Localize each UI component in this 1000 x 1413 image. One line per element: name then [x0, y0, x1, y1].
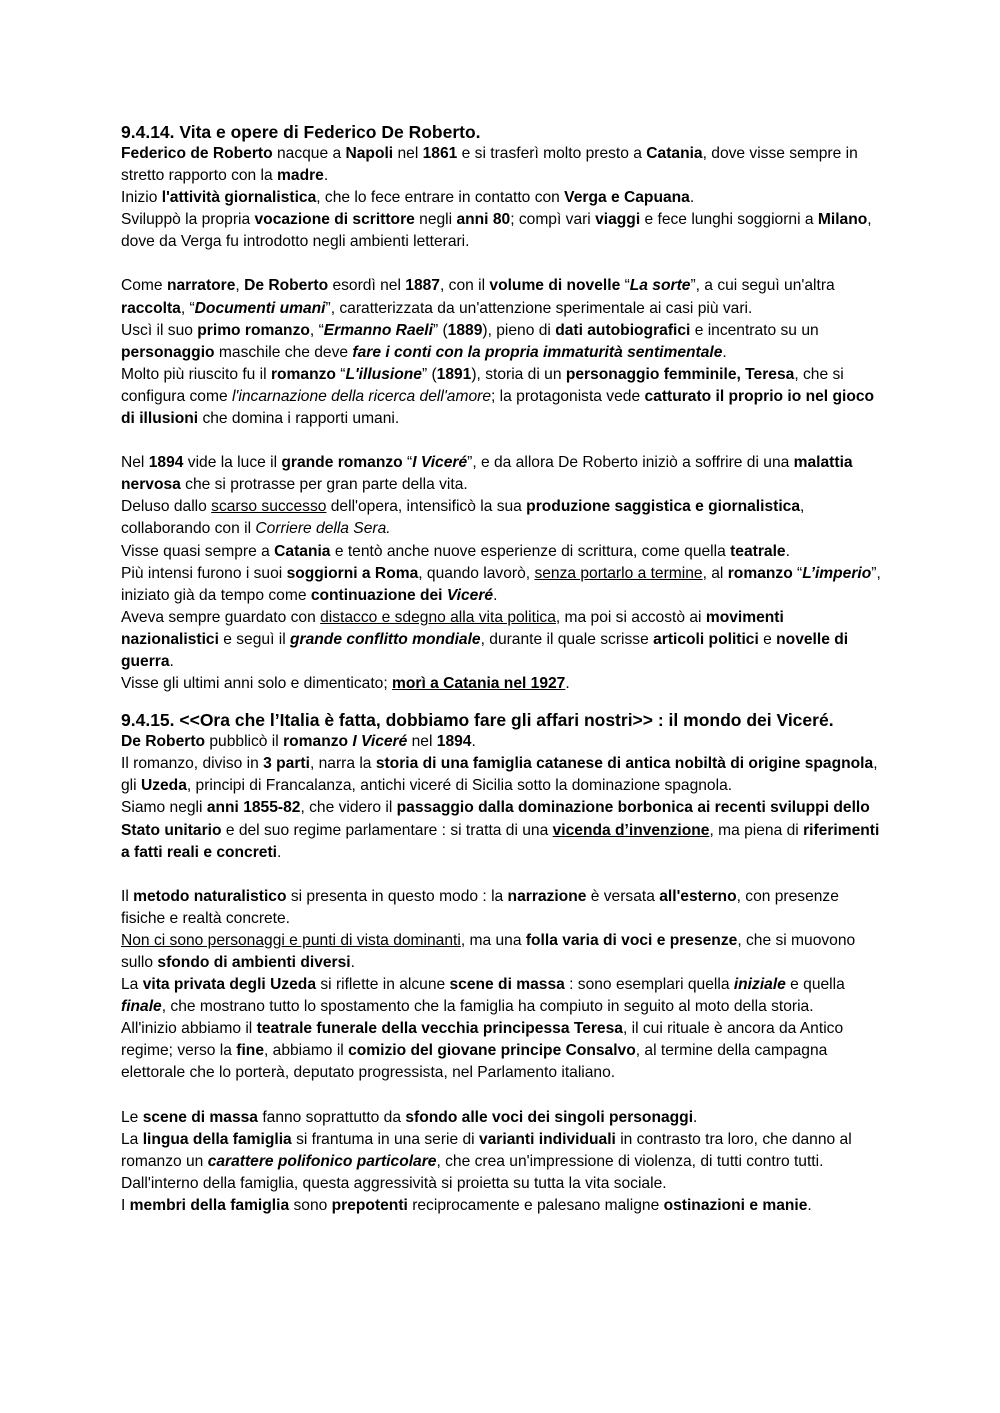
text-run: maschile che deve: [214, 343, 353, 361]
text-run: ”, iniziato già da tempo come: [121, 564, 881, 604]
text-run: “: [620, 277, 630, 295]
emphasis-text: Corriere della Sera.: [255, 520, 391, 538]
emphasis-text: I Viceré: [412, 454, 468, 472]
text-run: ”, a cui seguì un'altra: [690, 277, 835, 295]
paragraph: [121, 143, 881, 187]
emphasis-text: Verga e Capuana: [564, 189, 690, 207]
emphasis-text: Viceré: [446, 586, 494, 604]
text-run: “: [792, 564, 803, 582]
text-run: .: [807, 1196, 812, 1214]
text-run: fanno soprattutto da: [257, 1108, 406, 1126]
emphasis-text: fine: [236, 1042, 264, 1060]
emphasis-text: madre: [277, 167, 324, 185]
text-run: , al: [702, 564, 728, 582]
paragraph: [121, 1173, 881, 1195]
text-run: che si protrasse per gran parte della vita.: [180, 476, 468, 494]
text-run: , che si muovono sullo: [121, 931, 856, 971]
paragraph: [121, 275, 881, 319]
text-run: sono: [289, 1196, 332, 1214]
emphasis-text: l'attività giornalistica: [161, 189, 317, 207]
text-run: , quando lavorò,: [418, 564, 535, 582]
text-run: , abbiamo il: [264, 1042, 349, 1060]
text-run: La: [121, 976, 143, 994]
emphasis-text: novelle di guerra: [121, 630, 849, 670]
emphasis-text: 1861: [422, 145, 458, 162]
section-heading-mondo-dei-vicere: 9.4.15. <<Ora che l’Italia è fatta, dobbiamo fare gli affari nostri>> : il mondo dei Viceré.: [121, 710, 834, 731]
section-body-vita-e-opere: [121, 143, 881, 695]
text-run: .: [693, 1108, 698, 1126]
text-run: ”, e da allora De Roberto iniziò a soffrire di una: [467, 454, 794, 472]
text-run: .: [323, 167, 329, 185]
text-run: .: [565, 675, 570, 693]
emphasis-text: Milano: [817, 211, 868, 229]
text-run: , con il: [439, 277, 490, 295]
emphasis-text: senza portarlo a termine: [534, 564, 703, 582]
text-run: ”, caratterizzata da un'attenzione sperimentale ai casi più vari.: [325, 299, 753, 317]
text-run: negli: [414, 211, 457, 229]
emphasis-text: anni 80: [456, 211, 511, 229]
emphasis-text: narratore: [166, 277, 236, 295]
emphasis-text: 1894: [436, 733, 472, 751]
emphasis-text: I Viceré: [352, 733, 408, 751]
text-run: Dall'interno della famiglia, questa aggressività si proietta su tutta la vita sociale.: [121, 1174, 667, 1192]
text-run: ” (: [421, 365, 437, 383]
emphasis-text: personaggio: [121, 343, 215, 361]
text-run: reciprocamente e palesano maligne: [407, 1196, 664, 1214]
paragraph: [121, 607, 881, 673]
paragraph: [121, 731, 881, 753]
text-run: Inizio: [121, 189, 162, 207]
text-run: Siamo negli: [121, 799, 207, 817]
text-run: , il cui rituale è ancora da Antico regime; verso la: [121, 1020, 844, 1060]
text-run: ), storia di un: [471, 365, 566, 383]
text-run: Molto più riuscito fu il: [121, 365, 271, 383]
text-run: , gli: [121, 755, 878, 795]
emphasis-text: malattia nervosa: [121, 454, 853, 494]
text-run: si frantuma in una serie di: [291, 1130, 479, 1148]
emphasis-text: membri della famiglia: [129, 1196, 290, 1214]
text-run: , ma poi si accostò ai: [555, 608, 706, 626]
paragraph: [121, 673, 881, 695]
emphasis-text: 3 parti: [263, 755, 310, 773]
emphasis-text: 1894: [148, 454, 184, 472]
text-run: e: [758, 630, 777, 648]
emphasis-text: anni 1855-82: [206, 799, 301, 817]
emphasis-text: fare i conti con la propria immaturità sentimentale: [352, 343, 723, 361]
emphasis-text: morì a Catania nel 1927: [392, 675, 566, 693]
emphasis-text: Federico de Roberto: [121, 145, 273, 162]
paragraph: [121, 563, 881, 607]
text-run: , narra la: [309, 755, 376, 773]
paragraph: [121, 1129, 881, 1173]
text-run: Come: [121, 277, 167, 295]
emphasis-text: storia di una famiglia catanese di antica nobiltà di origine spagnola: [375, 755, 874, 773]
emphasis-text: raccolta: [121, 299, 181, 317]
emphasis-text: varianti individuali: [478, 1130, 616, 1148]
emphasis-text: grande romanzo: [281, 454, 403, 472]
text-run: , che mostrano tutto lo spostamento che la famiglia ha compiuto in seguito al moto della storia.: [161, 998, 814, 1016]
paragraph: [121, 753, 881, 797]
section-heading-vita-e-opere: 9.4.14. Vita e opere di Federico De Roberto.: [121, 122, 481, 142]
text-run: , “: [180, 299, 195, 317]
text-run: , dove da Verga fu introdotto negli ambienti letterari.: [121, 211, 872, 251]
emphasis-text: lingua della famiglia: [142, 1130, 292, 1148]
emphasis-text: L’imperio: [802, 564, 872, 582]
text-run: esordì nel: [328, 277, 406, 295]
paragraph-gap: [121, 1085, 881, 1107]
section-body-mondo-dei-vicere: [121, 731, 881, 1217]
emphasis-text: teatrale: [730, 542, 786, 560]
text-run: pubblicò il: [205, 733, 284, 751]
text-run: ; la protagonista vede: [491, 387, 645, 405]
text-run: Sviluppò la propria: [121, 211, 255, 229]
paragraph: [121, 187, 881, 209]
text-run: Le: [121, 1108, 143, 1126]
emphasis-text: 1891: [436, 365, 472, 383]
text-run: , durante il quale scrisse: [480, 630, 654, 648]
emphasis-text: personaggio femminile, Teresa: [565, 365, 795, 383]
text-run: che domina i rapporti umani.: [198, 410, 400, 428]
text-run: .: [493, 586, 498, 604]
text-run: , al termine della campagna elettorale che lo porterà, deputato progressista, nel Parlamento italiano.: [121, 1042, 828, 1082]
text-run: si presenta in questo modo : la: [286, 887, 508, 905]
text-run: nacque a: [272, 145, 346, 162]
emphasis-text: finale: [121, 998, 162, 1016]
text-run: , dove visse sempre in stretto rapporto con la: [121, 145, 858, 185]
text-run: e fece lunghi soggiorni a: [640, 211, 818, 229]
text-run: nel: [407, 733, 437, 751]
emphasis-text: volume di novelle: [489, 277, 621, 295]
emphasis-text: vita privata degli Uzeda: [142, 976, 317, 994]
emphasis-text: vocazione di scrittore: [254, 211, 415, 229]
text-run: in contrasto tra loro, che danno al romanzo un: [121, 1130, 852, 1170]
text-run: e tentò anche nuove esperienze di scrittura, come quella: [330, 542, 731, 560]
emphasis-text: viaggi: [595, 211, 641, 229]
text-run: , con presenze fisiche e realtà concrete.: [121, 887, 839, 927]
paragraph-gap: [121, 253, 881, 275]
emphasis-text: scene di massa: [142, 1108, 258, 1126]
text-run: , che lo fece entrare in contatto con: [316, 189, 565, 207]
emphasis-text: Napoli: [345, 145, 394, 162]
emphasis-text: prepotenti: [331, 1196, 408, 1214]
text-run: ” (: [432, 321, 448, 339]
text-run: Aveva sempre guardato con: [121, 608, 321, 626]
paragraph: [121, 886, 881, 930]
emphasis-text: iniziale: [733, 976, 786, 994]
emphasis-text: Documenti umani: [194, 299, 326, 317]
emphasis-text: 1887: [405, 277, 440, 295]
paragraph: [121, 209, 881, 253]
text-run: .: [350, 954, 355, 971]
emphasis-text: De Roberto: [244, 277, 329, 295]
text-run: , ma una: [460, 931, 526, 949]
text-run: si riflette in alcune: [316, 976, 450, 994]
emphasis-text: teatrale funerale della vecchia principessa Teresa: [256, 1020, 623, 1038]
emphasis-text: riferimenti a fatti reali e concreti: [121, 821, 880, 861]
paragraph: [121, 1018, 881, 1084]
emphasis-text: vicenda d’invenzione: [552, 821, 710, 839]
text-run: e del suo regime parlamentare : si tratta di una: [221, 821, 553, 839]
paragraph: [121, 541, 881, 563]
text-run: nel: [393, 145, 423, 162]
emphasis-text: Ermanno Raeli: [323, 321, 433, 339]
text-run: ), pieno di: [482, 321, 556, 339]
text-run: Il romanzo, diviso in: [121, 755, 264, 773]
paragraph: [121, 364, 881, 430]
emphasis-text: articoli politici: [653, 630, 759, 648]
emphasis-text: catturato il proprio io nel gioco di illusioni: [121, 387, 875, 428]
text-run: La: [121, 1130, 143, 1148]
emphasis-text: ostinazioni e manie: [663, 1196, 808, 1214]
emphasis-text: produzione saggistica e giornalistica: [526, 498, 800, 516]
text-run: : sono esemplari quella: [564, 976, 734, 994]
text-run: , che crea un'impressione di violenza, di tutti contro tutti.: [436, 1152, 824, 1170]
text-run: , “: [309, 321, 324, 339]
emphasis-text: primo romanzo: [197, 321, 310, 339]
text-run: vide la luce il: [183, 454, 282, 472]
text-run: Deluso dallo: [121, 498, 212, 516]
emphasis-text: sfondo di ambienti diversi: [157, 954, 351, 971]
text-run: Uscì il suo: [121, 321, 198, 339]
text-run: e quella: [785, 976, 845, 994]
text-run: , ma piena di: [709, 821, 804, 839]
text-run: , che si configura come: [121, 365, 844, 405]
text-run: e seguì il: [218, 630, 290, 648]
emphasis-text: scene di massa: [449, 976, 565, 994]
text-run: , principi di Francalanza, antichi viceré di Sicilia sotto la dominazione spagnola.: [186, 777, 733, 795]
emphasis-text: scarso successo: [211, 498, 327, 516]
paragraph: [121, 496, 881, 540]
text-run: .: [722, 343, 727, 361]
emphasis-text: carattere polifonico particolare: [207, 1152, 437, 1170]
emphasis-text: l'incarnazione della ricerca dell'amore: [231, 387, 492, 405]
text-run: .: [785, 542, 790, 560]
emphasis-text: 1889: [447, 321, 483, 339]
emphasis-text: continuazione dei: [310, 586, 447, 604]
emphasis-text: narrazione: [507, 887, 587, 905]
text-run: dell'opera, intensificò la sua: [326, 498, 527, 516]
text-run: “: [335, 365, 346, 383]
emphasis-text: Non ci sono personaggi e punti di vista dominanti: [121, 931, 461, 949]
text-run: Più intensi furono i suoi: [121, 564, 287, 582]
emphasis-text: passaggio dalla dominazione borbonica ai recenti sviluppi dello Stato unitario: [121, 799, 870, 839]
text-run: .: [689, 189, 695, 207]
paragraph: [121, 320, 881, 364]
paragraph: [121, 1195, 881, 1217]
text-run: Nel: [121, 454, 149, 472]
emphasis-text: Catania: [274, 542, 331, 560]
emphasis-text: romanzo: [270, 365, 336, 383]
text-run: è versata: [586, 887, 660, 905]
emphasis-text: La sorte: [629, 277, 691, 295]
text-run: I: [121, 1196, 130, 1214]
emphasis-text: distacco e sdegno alla vita politica: [320, 608, 556, 626]
text-run: e si trasferì molto presto a: [457, 145, 647, 162]
text-run: Visse quasi sempre a: [121, 542, 275, 560]
text-run: .: [471, 733, 476, 751]
text-run: Visse gli ultimi anni solo e dimenticato;: [121, 675, 393, 693]
emphasis-text: Catania: [646, 145, 703, 162]
paragraph: [121, 930, 881, 974]
emphasis-text: comizio del giovane principe Consalvo: [348, 1042, 636, 1060]
emphasis-text: romanzo: [727, 564, 793, 582]
text-run: ,: [235, 277, 245, 295]
text-run: , che videro il: [300, 799, 397, 817]
emphasis-text: romanzo: [283, 733, 353, 751]
text-run: All'inizio abbiamo il: [121, 1020, 257, 1038]
text-run: .: [277, 843, 282, 861]
emphasis-text: De Roberto: [121, 733, 206, 751]
paragraph: [121, 797, 881, 863]
emphasis-text: grande conflitto mondiale: [290, 630, 481, 648]
text-run: e incentrato su un: [690, 321, 819, 339]
emphasis-text: all'esterno: [659, 887, 737, 905]
emphasis-text: metodo naturalistico: [133, 887, 287, 905]
paragraph: [121, 974, 881, 1018]
emphasis-text: movimenti nazionalistici: [121, 608, 784, 648]
text-run: ; compì vari: [510, 211, 596, 229]
text-run: , collaborando con il: [121, 498, 805, 538]
text-run: “: [402, 454, 413, 472]
document-page: [121, 121, 881, 1217]
emphasis-text: L'illusione: [345, 365, 422, 383]
text-run: Il: [121, 887, 134, 905]
emphasis-text: Uzeda: [140, 777, 187, 795]
emphasis-text: dati autobiografici: [555, 321, 691, 339]
paragraph: [121, 1107, 881, 1129]
text-run: .: [169, 652, 174, 670]
paragraph-gap: [121, 430, 881, 452]
emphasis-text: folla varia di voci e presenze: [525, 931, 738, 949]
paragraph-gap: [121, 864, 881, 886]
emphasis-text: sfondo alle voci dei singoli personaggi: [405, 1108, 694, 1126]
paragraph: [121, 452, 881, 496]
emphasis-text: soggiorni a Roma: [286, 564, 419, 582]
